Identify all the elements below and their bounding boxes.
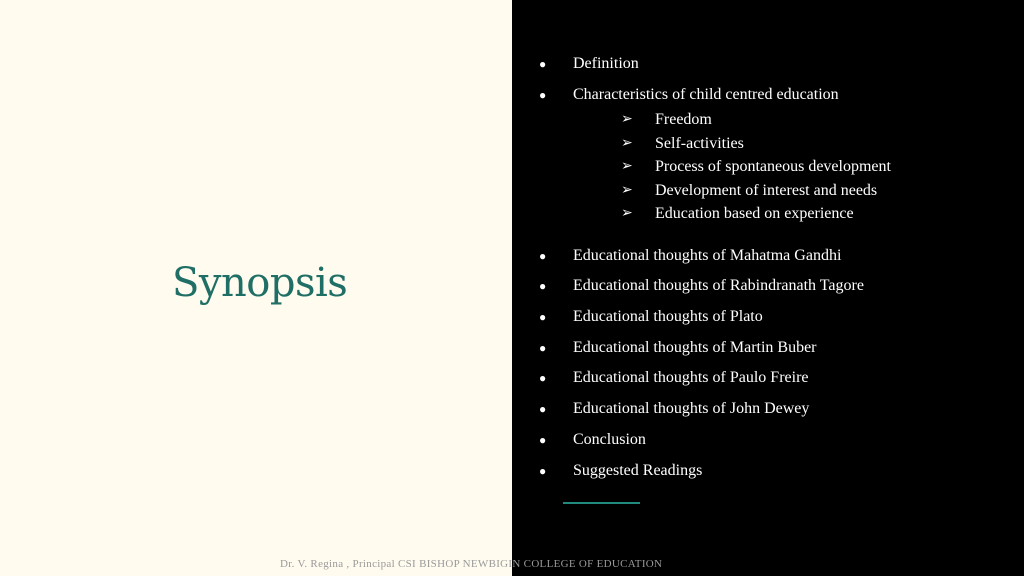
bullet-icon: ● — [539, 371, 547, 385]
list-item-label: Educational thoughts of John Dewey — [573, 400, 810, 417]
sub-list-item-label: Process of spontaneous development — [655, 158, 891, 175]
arrow-icon: ➢ — [621, 112, 633, 127]
sub-list-item-label: Education based on experience — [655, 205, 854, 222]
bullet-icon: ● — [539, 433, 547, 447]
arrow-icon: ➢ — [621, 136, 633, 151]
list-item-label: Educational thoughts of Mahatma Gandhi — [573, 247, 842, 264]
list-item-label: Educational thoughts of Paulo Freire — [573, 369, 809, 386]
sub-list-item-label: Self-activities — [655, 135, 744, 152]
bullet-icon: ● — [539, 341, 547, 355]
synopsis-list — [512, 0, 1024, 576]
list-item-label: Characteristics of child centred education — [573, 86, 839, 103]
list-item-label: Suggested Readings — [573, 462, 703, 479]
arrow-icon: ➢ — [621, 206, 633, 221]
right-panel — [512, 0, 1024, 576]
footer-credit: Dr. V. Regina , Principal CSI BISHOP NEWBIGIN COLLEGE OF EDUCATION — [280, 558, 663, 570]
bullet-icon: ● — [539, 57, 547, 71]
list-item-label: Educational thoughts of Martin Buber — [573, 339, 817, 356]
list-item-label: Educational thoughts of Plato — [573, 308, 763, 325]
arrow-icon: ➢ — [621, 159, 633, 174]
arrow-icon: ➢ — [621, 183, 633, 198]
slide-title: Synopsis — [172, 260, 348, 306]
bullet-icon: ● — [539, 464, 547, 478]
sub-list-item-label: Freedom — [655, 111, 712, 128]
sub-list-item-label: Development of interest and needs — [655, 182, 878, 199]
list-item-label: Conclusion — [573, 431, 646, 448]
bullet-icon: ● — [539, 279, 547, 293]
bullet-icon: ● — [539, 88, 547, 102]
list-item-label: Definition — [573, 55, 639, 72]
bullet-icon: ● — [539, 310, 547, 324]
list-item-label: Educational thoughts of Rabindranath Tagore — [573, 277, 864, 294]
accent-divider — [563, 502, 640, 504]
bullet-icon: ● — [539, 249, 547, 263]
bullet-icon: ● — [539, 402, 547, 416]
